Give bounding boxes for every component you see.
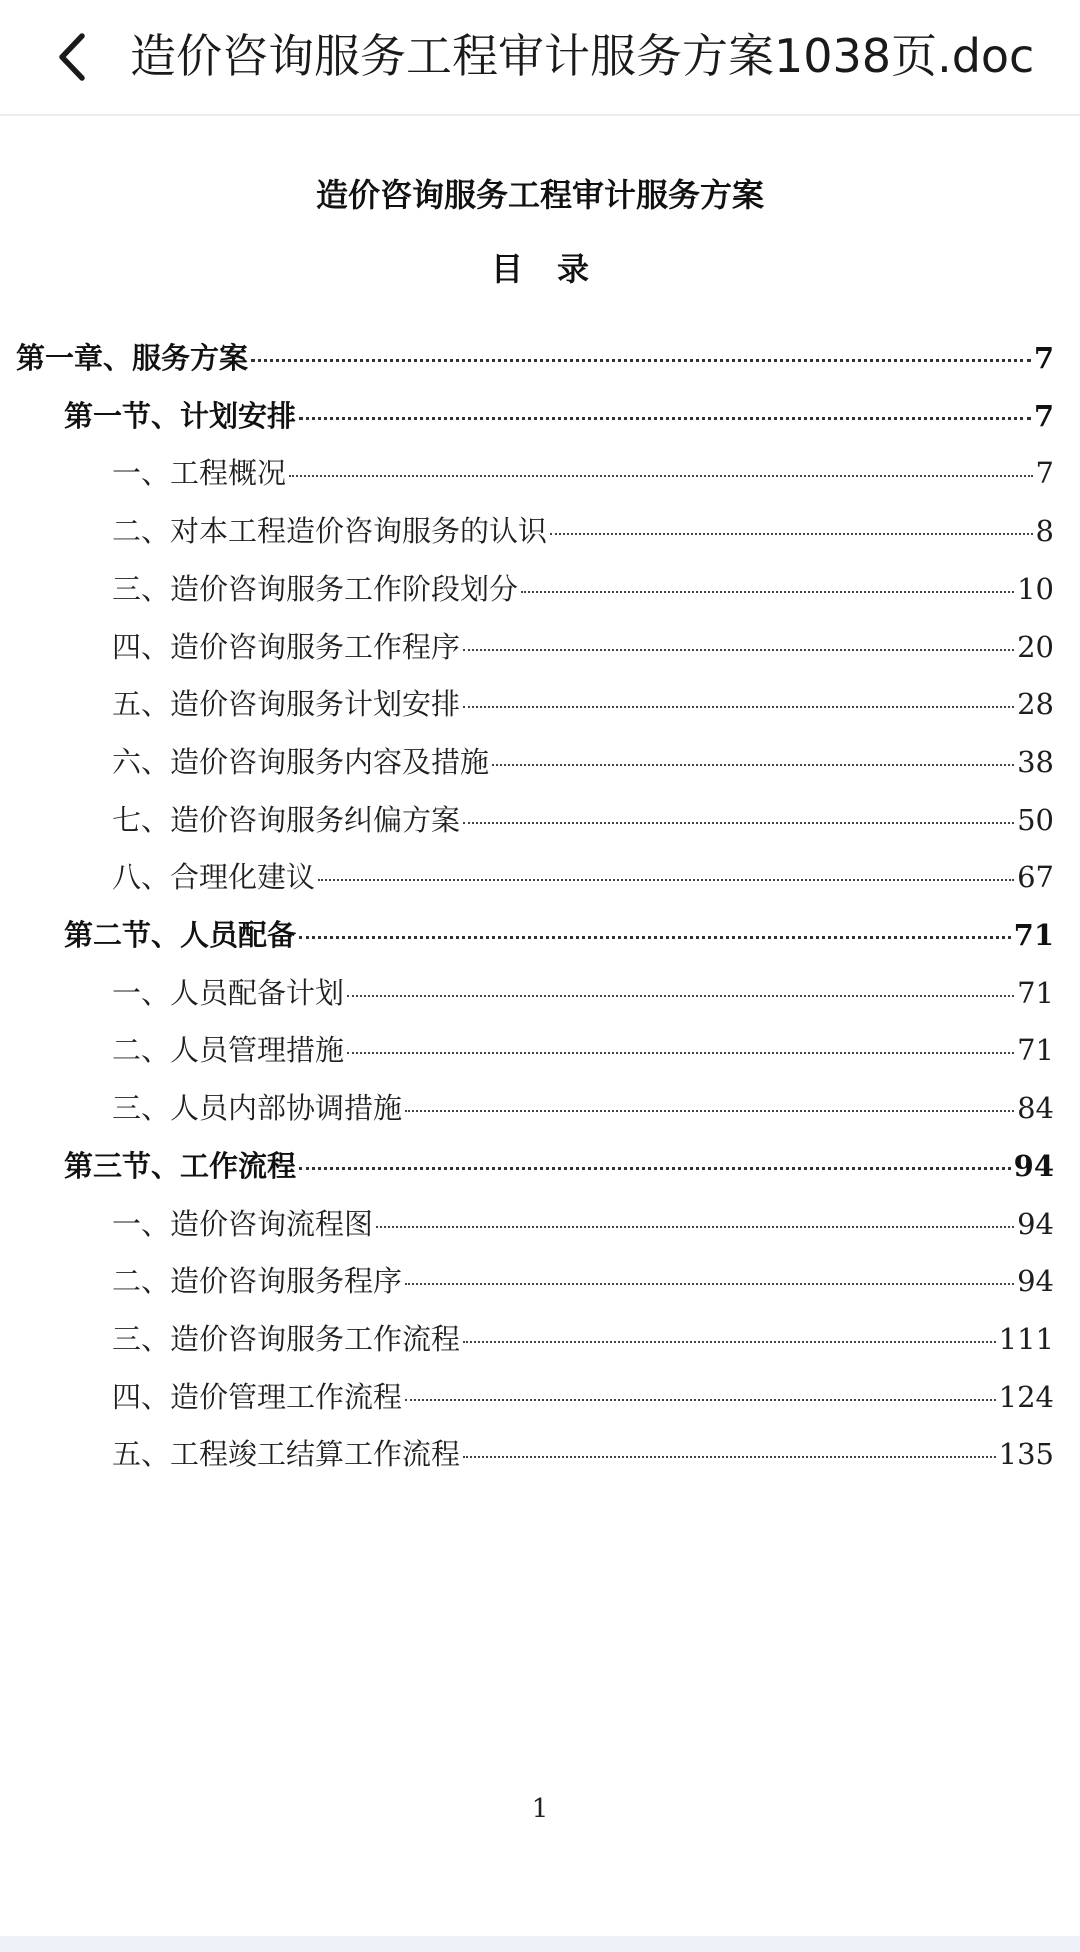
toc-item[interactable] bbox=[112, 1375, 1054, 1419]
toc-chapter[interactable] bbox=[16, 336, 1054, 380]
toc-entry-text: 一、造价咨询流程图 bbox=[112, 1207, 374, 1241]
toc-item[interactable] bbox=[112, 1028, 1054, 1072]
toc-entry-text: 二、造价咨询服务程序 bbox=[112, 1264, 403, 1298]
toc-item[interactable] bbox=[112, 509, 1054, 553]
toc-entry-page: 8 bbox=[1035, 514, 1054, 548]
toc-entry-page: 50 bbox=[1017, 803, 1054, 837]
toc-entry-text: 一、工程概况 bbox=[112, 456, 287, 490]
toc-entry-text: 三、造价咨询服务工作阶段划分 bbox=[112, 572, 519, 606]
toc-section[interactable] bbox=[64, 1144, 1054, 1188]
toc-entry-text: 三、造价咨询服务工作流程 bbox=[112, 1322, 461, 1356]
app-header bbox=[0, 0, 1080, 116]
toc-entry-page: 71 bbox=[1017, 1033, 1054, 1067]
toc-dot-leader bbox=[492, 764, 1014, 766]
toc-dot-leader bbox=[405, 1110, 1014, 1112]
toc-dot-leader bbox=[405, 1283, 1014, 1285]
toc-dot-leader bbox=[251, 359, 1031, 362]
toc-entry-page: 71 bbox=[1013, 918, 1054, 952]
toc-entry-page: 7 bbox=[1035, 456, 1054, 490]
toc-entry-page: 38 bbox=[1017, 745, 1054, 779]
toc-entry-page: 135 bbox=[998, 1437, 1054, 1471]
toc-entry-page: 94 bbox=[1013, 1149, 1054, 1183]
bottom-bar bbox=[0, 1936, 1080, 1952]
toc-entry-text: 五、工程竣工结算工作流程 bbox=[112, 1437, 461, 1471]
toc-entry-page: 7 bbox=[1033, 341, 1054, 375]
toc-heading: 目录 bbox=[490, 250, 623, 288]
toc-entry-text: 四、造价管理工作流程 bbox=[112, 1380, 403, 1414]
toc-entry-text: 五、造价咨询服务计划安排 bbox=[112, 687, 461, 721]
toc-entry-text: 第三节、工作流程 bbox=[64, 1149, 297, 1183]
toc-entry-text: 二、对本工程造价咨询服务的认识 bbox=[112, 514, 548, 548]
toc-entry-text: 七、造价咨询服务纠偏方案 bbox=[112, 803, 461, 837]
toc-item[interactable] bbox=[112, 1259, 1054, 1303]
toc-item[interactable] bbox=[112, 1317, 1054, 1361]
toc-dot-leader bbox=[463, 706, 1014, 708]
toc-entry-text: 二、人员管理措施 bbox=[112, 1033, 345, 1067]
toc-entry-text: 三、人员内部协调措施 bbox=[112, 1091, 403, 1125]
toc-dot-leader bbox=[347, 995, 1014, 997]
toc-item[interactable] bbox=[112, 625, 1054, 669]
toc-entry-text: 四、造价咨询服务工作程序 bbox=[112, 630, 461, 664]
toc-item[interactable] bbox=[112, 1432, 1054, 1476]
toc-entry-page: 28 bbox=[1017, 687, 1054, 721]
toc-entry-text: 六、造价咨询服务内容及措施 bbox=[112, 745, 490, 779]
toc-entry-text: 第一章、服务方案 bbox=[16, 341, 249, 375]
toc-entry-page: 7 bbox=[1033, 399, 1054, 433]
toc-entry-page: 71 bbox=[1017, 976, 1054, 1010]
toc-dot-leader bbox=[376, 1226, 1014, 1228]
toc-entry-text: 第二节、人员配备 bbox=[64, 918, 297, 952]
toc-dot-leader bbox=[463, 1341, 996, 1343]
toc-entry-page: 20 bbox=[1017, 630, 1054, 664]
toc-item[interactable] bbox=[112, 682, 1054, 726]
toc-section[interactable] bbox=[64, 913, 1054, 957]
toc-item[interactable] bbox=[112, 740, 1054, 784]
toc-item[interactable] bbox=[112, 451, 1054, 495]
toc-entry-page: 124 bbox=[998, 1380, 1054, 1414]
toc-dot-leader bbox=[289, 475, 1033, 477]
toc-dot-leader bbox=[347, 1052, 1014, 1054]
toc-dot-leader bbox=[299, 417, 1031, 420]
toc-entry-page: 94 bbox=[1017, 1207, 1054, 1241]
toc-item[interactable] bbox=[112, 1202, 1054, 1246]
toc-item[interactable] bbox=[112, 971, 1054, 1015]
toc-dot-leader bbox=[463, 649, 1014, 651]
toc-entry-text: 一、人员配备计划 bbox=[112, 976, 345, 1010]
toc-item[interactable] bbox=[112, 1086, 1054, 1130]
toc-item[interactable] bbox=[112, 855, 1054, 899]
document-page[interactable] bbox=[0, 118, 1080, 1918]
toc-entry-page: 94 bbox=[1017, 1264, 1054, 1298]
back-button[interactable] bbox=[40, 22, 110, 92]
toc-entry-text: 第一节、计划安排 bbox=[64, 399, 297, 433]
chevron-left-icon bbox=[40, 22, 110, 92]
toc-entry-page: 111 bbox=[998, 1322, 1054, 1356]
toc-dot-leader bbox=[405, 1399, 996, 1401]
toc-dot-leader bbox=[299, 936, 1011, 939]
toc-dot-leader bbox=[463, 1456, 996, 1458]
toc-entry-page: 67 bbox=[1017, 860, 1054, 894]
toc-section[interactable] bbox=[64, 394, 1054, 438]
toc-dot-leader bbox=[550, 533, 1033, 535]
toc-item[interactable] bbox=[112, 798, 1054, 842]
toc-dot-leader bbox=[521, 591, 1014, 593]
toc-dot-leader bbox=[463, 822, 1014, 824]
document-title: 造价咨询服务工程审计服务方案 bbox=[315, 176, 764, 214]
toc-entry-page: 84 bbox=[1017, 1091, 1054, 1125]
toc-dot-leader bbox=[318, 879, 1014, 881]
toc-dot-leader bbox=[299, 1167, 1011, 1170]
toc-item[interactable] bbox=[112, 567, 1054, 611]
page-number: 1 bbox=[531, 1794, 549, 1824]
toc-entry-page: 10 bbox=[1017, 572, 1054, 606]
document-file-name: 造价咨询服务工程审计服务方案1038页.doc bbox=[130, 29, 1035, 83]
toc-entry-text: 八、合理化建议 bbox=[112, 860, 316, 894]
